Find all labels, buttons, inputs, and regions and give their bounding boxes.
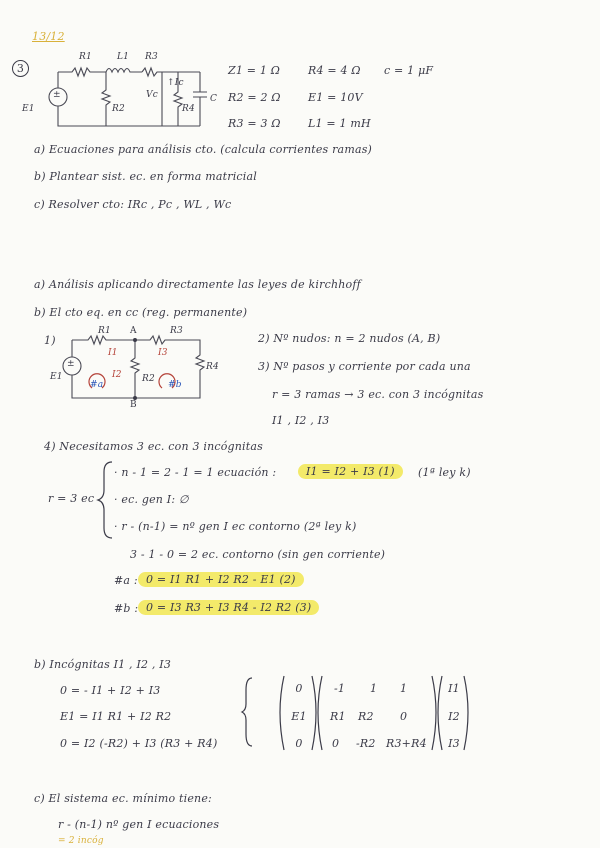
- circuit2-source-symbol: ±: [67, 359, 75, 369]
- param-r4: R4 = 4 Ω: [308, 64, 361, 77]
- circuit2-mesh-b: #b: [168, 380, 182, 390]
- solution-a-heading: a) Análisis aplicando directamente las leyes de kirchhoff: [34, 278, 361, 291]
- solution-c-note: = 2 incóg: [58, 836, 104, 846]
- question-b: b) Plantear sist. ec. en forma matricial: [34, 170, 257, 183]
- equation-2: 0 = I1 R1 + I2 R2 - E1 (2): [138, 572, 304, 587]
- circuit1-l1-label: L1: [117, 52, 130, 62]
- circuit1-r2-label: R2: [112, 104, 125, 114]
- solution-c-line: r - (n-1) nº gen I ecuaciones: [58, 818, 220, 831]
- matrix-cell: R3+R4: [386, 737, 427, 750]
- equation-1: I1 = I2 + I3 (1): [298, 464, 403, 479]
- circuit2-r2-label: R2: [142, 374, 155, 384]
- matrix-cell: -R2: [356, 737, 376, 750]
- param-e1: E1 = 10V: [308, 91, 363, 104]
- circuit1-c-label: C: [210, 94, 218, 104]
- step-3c: I1 , I2 , I3: [272, 414, 330, 427]
- solution-b2-heading: b) Incógnitas I1 , I2 , I3: [34, 658, 172, 671]
- brace-line-2: · ec. gen I: ∅: [114, 493, 189, 506]
- circuit2-e1-label: E1: [50, 372, 63, 382]
- matrix-cell: -1: [334, 682, 346, 695]
- matrix-cell: 0: [400, 710, 408, 723]
- step-2: 2) Nº nudos: n = 2 nudos (A, B): [258, 332, 441, 345]
- r-3-ec-label: r = 3 ec: [48, 492, 95, 505]
- equation-3-label: #b :: [114, 602, 139, 615]
- step-3a: 3) Nº pasos y corriente por cada una: [258, 360, 471, 373]
- circuit1-r4-label: R4: [182, 104, 195, 114]
- solution-c-heading: c) El sistema ec. mínimo tiene:: [34, 792, 212, 805]
- circuit1-e1-label: E1: [22, 104, 35, 114]
- vector-left-1: E1: [291, 710, 307, 723]
- circuit1-vc-label: Vc: [146, 90, 158, 100]
- question-a: a) Ecuaciones para análisis cto. (calcula corrientes ramas): [34, 143, 373, 156]
- param-z1: Z1 = 1 Ω: [228, 64, 281, 77]
- param-c: c = 1 μF: [384, 64, 434, 77]
- equation-2-label: #a :: [114, 574, 138, 587]
- contour-equations-line: 3 - 1 - 0 = 2 ec. contorno (sin gen corriente): [130, 548, 386, 561]
- matrix-cell: R1: [330, 710, 346, 723]
- vector-right-0: I1: [448, 682, 460, 695]
- matrix-cell: 1: [370, 682, 378, 695]
- param-r3: R3 = 3 Ω: [228, 117, 281, 130]
- circuit2-i1-label: I1: [108, 348, 118, 358]
- circuit1-ic-label: ↑Ic: [167, 78, 184, 88]
- matrix-cell: 0: [332, 737, 340, 750]
- date: 13/12: [32, 30, 65, 43]
- system-eq-3: 0 = I2 (-R2) + I3 (R3 + R4): [60, 737, 218, 750]
- brace-line-3: · r - (n-1) = nº gen I ec contorno (2ª ley k): [114, 520, 357, 533]
- circuit2-mesh-a: #a: [90, 380, 104, 390]
- system-eq-1: 0 = - I1 + I2 + I3: [60, 684, 161, 697]
- solution-b-heading: b) El cto eq. en cc (reg. permanente): [34, 306, 248, 319]
- step-1: 1): [44, 334, 56, 347]
- circuit2-i2-label: I2: [112, 370, 122, 380]
- step-3b: r = 3 ramas → 3 ec. con 3 incógnitas: [272, 388, 484, 401]
- vector-left-0: 0: [295, 682, 303, 695]
- system-eq-2: E1 = I1 R1 + I2 R2: [60, 710, 172, 723]
- step-4: 4) Necesitamos 3 ec. con 3 incógnitas: [44, 440, 263, 453]
- equation-3: 0 = I3 R3 + I3 R4 - I2 R2 (3): [138, 600, 319, 615]
- question-c: c) Resolver cto: IRc , Pc , WL , Wc: [34, 198, 232, 211]
- circuit2-i3-label: I3: [158, 348, 168, 358]
- matrix-cell: 1: [400, 682, 408, 695]
- problem-number: 3: [12, 60, 29, 77]
- circuit2-node-b: B: [130, 400, 137, 410]
- circuit2-r4-label: R4: [206, 362, 219, 372]
- vector-right-1: I2: [448, 710, 460, 723]
- equation-1-note: (1ª ley k): [418, 466, 471, 479]
- param-l1: L1 = 1 mH: [308, 117, 371, 130]
- circuit1-r3-label: R3: [145, 52, 158, 62]
- circuit2-r1-label: R1: [98, 326, 111, 336]
- vector-left-2: 0: [295, 737, 303, 750]
- brace-line-1: · n - 1 = 2 - 1 = 1 ecuación :: [114, 466, 277, 479]
- vector-right-2: I3: [448, 737, 460, 750]
- circuit2-node-a: A: [130, 326, 137, 336]
- matrix-cell: R2: [358, 710, 374, 723]
- circuit1-r1-label: R1: [79, 52, 92, 62]
- circuit1-source-symbol: ±: [53, 90, 61, 100]
- param-r2: R2 = 2 Ω: [228, 91, 281, 104]
- circuit2-r3-label: R3: [170, 326, 183, 336]
